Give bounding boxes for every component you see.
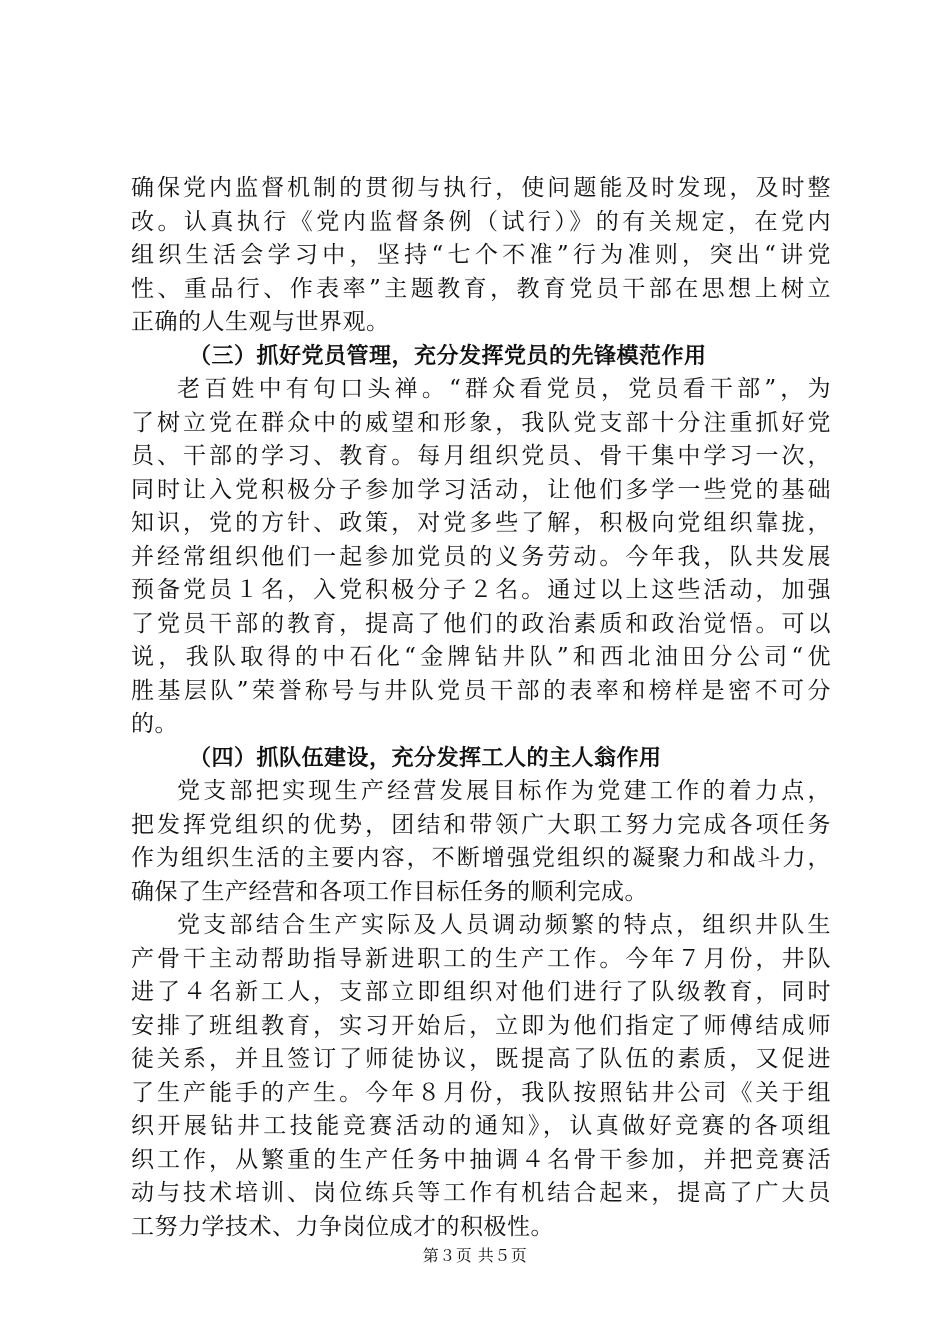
paragraph-line: 产骨干主动帮助指导新进职工的生产工作。今年７月份，井队: [131, 945, 831, 972]
paragraph-line: 确保党内监督机制的贯彻与执行，使问题能及时发现，及时整: [131, 175, 831, 201]
paragraph-line: 的。: [131, 711, 178, 737]
paragraph-line: 说，我队取得的中石化“金牌钻井队”和西北油田分公司“优: [131, 644, 831, 670]
paragraph-line: 并经常组织他们一起参加党员的义务劳动。今年我，队共发展: [131, 543, 831, 570]
paragraph-line: 织开展钻井工技能竞赛活动的通知》，认真做好竞赛的各项组: [131, 1113, 831, 1139]
paragraph-line: 改。认真执行《党内监督条例（试行）》的有关规定，在党内: [131, 208, 831, 235]
paragraph-line: 确保了生产经营和各项工作目标任务的顺利完成。: [131, 878, 648, 905]
paragraph-line: 工努力学技术、力争岗位成才的积极性。: [131, 1213, 554, 1240]
paragraph-line: 作为组织生活的主要内容，不断增强党组织的凝聚力和战斗力，: [131, 845, 831, 871]
paragraph-line: 徒关系，并且签订了师徒协议，既提高了队伍的素质，又促进: [131, 1046, 831, 1072]
paragraph-line: 老百姓中有句口头禅。“群众看党员，党员看干部”，为: [177, 376, 831, 402]
paragraph-line: 织工作，从繁重的生产任务中抽调４名骨干参加，并把竞赛活: [131, 1146, 831, 1173]
paragraph-line: 性、重品行、作表率”主题教育，教育党员干部在思想上树立: [131, 275, 831, 302]
paragraph-line: 动与技术培训、岗位练兵等工作有机结合起来，提高了广大员: [131, 1180, 831, 1206]
paragraph-line: 组织生活会学习中，坚持“七个不准”行为准则，突出“讲党: [131, 242, 831, 268]
paragraph-line: 把发挥党组织的优势，团结和带领广大职工努力完成各项任务: [131, 811, 831, 838]
page-footer: 第３页 共５页: [422, 1246, 528, 1265]
paragraph-line: 党支部把实现生产经营发展目标作为党建工作的着力点，: [177, 778, 831, 804]
paragraph-line: 知识，党的方针、政策，对党多些了解，积极向党组织靠拢，: [131, 510, 831, 536]
section-heading: （四）抓队伍建设，充分发挥工人的主人翁作用: [189, 745, 662, 771]
paragraph-line: 员、干部的学习、教育。每月组织党员、骨干集中学习一次，: [131, 443, 831, 469]
paragraph-line: 党支部结合生产实际及人员调动频繁的特点，组织井队生: [177, 912, 831, 938]
paragraph-line: 胜基层队”荣誉称号与井队党员干部的表率和榜样是密不可分: [131, 677, 831, 704]
document-body: [131, 172, 831, 1244]
paragraph-line: 同时让入党积极分子参加学习活动，让他们多学一些党的基础: [131, 476, 831, 503]
paragraph-line: 正确的人生观与世界观。: [131, 309, 390, 335]
paragraph-line: 了生产能手的产生。今年８月份，我队按照钻井公司《关于组: [131, 1079, 831, 1106]
paragraph-line: 进了４名新工人，支部立即组织对他们进行了队级教育，同时: [131, 979, 831, 1005]
paragraph-line: 了党员干部的教育，提高了他们的政治素质和政治觉悟。可以: [131, 610, 831, 637]
section-heading: （三）抓好党员管理，充分发挥党员的先锋模范作用: [189, 343, 707, 369]
paragraph-line: 预备党员１名，入党积极分子２名。通过以上这些活动，加强: [131, 577, 831, 603]
paragraph-line: 了树立党在群众中的威望和形象，我队党支部十分注重抓好党: [131, 409, 831, 436]
paragraph-line: 安排了班组教育，实习开始后，立即为他们指定了师傅结成师: [131, 1012, 831, 1039]
